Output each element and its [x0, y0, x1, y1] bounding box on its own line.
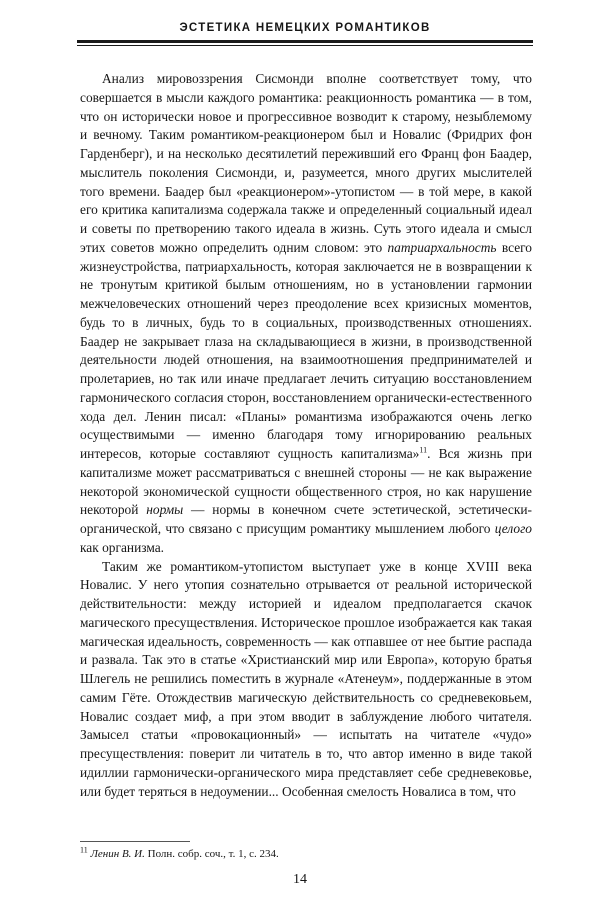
footnote-author: Ленин В. И.: [90, 848, 145, 860]
italic-patriarchality: патриархальность: [387, 239, 497, 255]
paragraph-1-part-3: . Вся жизнь при капитализме может рассматриваться с внешней стороны — не как выражение некоторой экономической сущности общественного строя, но как нарушение некоторой: [80, 446, 532, 518]
header-rule-thin: [77, 45, 533, 46]
paragraph-1-part-5: как организма.: [80, 539, 165, 555]
body-text: [80, 70, 532, 801]
footnote-rule: [80, 841, 190, 842]
footnote-number: 11: [80, 845, 88, 855]
footnote: [80, 847, 532, 861]
footnote-source: Полн. собр. соч., т. 1, с. 234.: [144, 848, 279, 860]
paragraph-1-part-2: всего жизнеустройства, патриархальность, которая заключается не в возвращении к не тронутым критикой былым отношениям, но в установлении гармонии межчеловеческих отношений через преодоление всех кризисных моментов, будь то в личных, будь то в социальных, производственных отношениях. Баадер не закрывает глаза на складывающиеся в жизни, в производственной деятельности людей отношения, на взаимоотношения предпринимателей и пролетариев, но так или иначе предлагает лечить ситуацию восстановлением гармонического согласия сторон, восстановлением органически-естественного хода дел. Ленин писал: «Планы» романтизма изображаются очень легко осуществимыми — именно благодаря тому игнорированию реальных интересов, которые составляют сущность капитализма»: [80, 239, 532, 461]
page-number: 14: [293, 872, 307, 887]
italic-norm: нормы: [146, 502, 184, 518]
header-rule-thick: [77, 40, 533, 43]
running-head: ЭСТЕТИКА НЕМЕЦКИХ РОМАНТИКОВ: [179, 22, 431, 34]
paragraph-1-part-4: — нормы в конечном счете эстетической, эстетически-органической, что связано с присущим романтику мышлением любого: [80, 502, 532, 536]
footnote-ref-11: 11: [419, 445, 428, 455]
paragraph-2: Таким же романтиком-утопистом выступает уже в конце XVIII века Новалис. У него утопия сознательно отрывается от реальной исторической действительности: между историей и идеалом предполагается скачок магического пресуществления. Историческое прошлое изображается как такая магическая идеальность, современность — как отпавшее от нее бытие распада и развала. Так это в статье «Христианский мир или Европа», которую братья Шлегель не решились поместить в журнале «Атенеум», поддержанные в этом самим Гёте. Отождествив магическую действительность со средневековьем, Новалис создает миф, а при этом вводит в заблуждение любого читателя. Замысел статьи «провокационный» — испытать на читателе «чудо» пресуществления: поверит ли читатель в то, что автор именно в виде такой идиллии гармонически-органического мира представляет себе средневековье, или будет теряться в недоумении... Особенная смелость Новалиса в том, что: [80, 558, 532, 799]
paragraph-1-part-1: Анализ мировоззрения Сисмонди вполне соответствует тому, что совершается в мысли каждого романтика: реакционность романтика — в том, что он исторически новое и прогрессивное возводит к старому, незыблемому и вечному. Таким романтиком-реакционером был и Новалис (Фридрих фон Гарденберг), и на несколько десятилетий переживший его Франц фон Баадер, мыслитель поколения Сисмонди, и, разумеется, много других мыслителей того времени. Баадер был «реакционером»-утопистом — в той мере, в какой его критика капитализма содержала также и определенный социальный идеал и советы по претворению такого идеала в жизнь. Суть этого идеала и смысл этих советов можно определить одним словом: это: [80, 71, 532, 255]
paragraph-1: [80, 70, 532, 558]
italic-whole: целого: [494, 521, 532, 536]
